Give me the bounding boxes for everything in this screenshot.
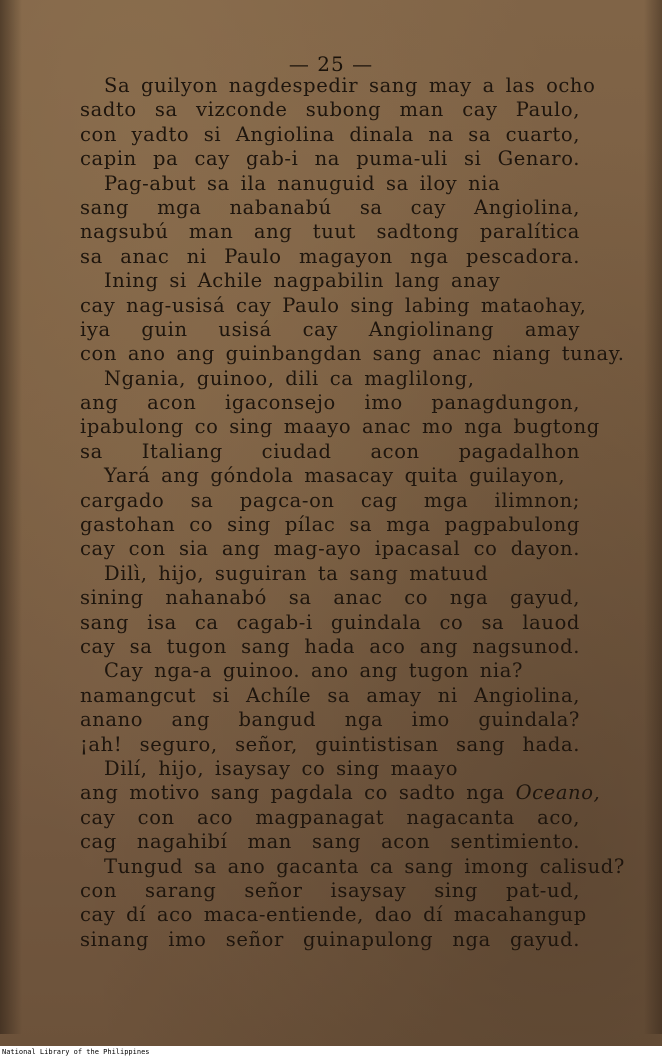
text-line <box>80 659 580 683</box>
text-line-content: ang motivo sang pagdala co sadto nga <box>80 781 516 805</box>
text-line <box>80 879 580 903</box>
text-line-content: Yará ang góndola masacay quita guilayon, <box>104 464 566 488</box>
text-line <box>80 245 580 269</box>
text-line-content: cag nagahibí man sang acon sentimiento. <box>80 830 580 854</box>
text-line-content: gastohan co sing pílac sa mga pagpabulong <box>80 513 580 537</box>
text-line <box>80 440 580 464</box>
text-line <box>80 757 580 781</box>
text-line <box>80 98 580 122</box>
text-line-content: sadto sa vizconde subong man cay Paulo, <box>80 98 580 122</box>
text-line-content: ang acon igaconsejo imo panagdungon, <box>80 391 580 415</box>
text-line-content: capin pa cay gab-i na puma-uli si Genaro. <box>80 147 580 171</box>
text-line-content: Ngania, guinoo, dili ca maglilong, <box>104 366 475 390</box>
text-line-content: sa anac ni Paulo magayon nga pescadora. <box>80 244 580 268</box>
text-line-content: cay dí aco maca-entiende, dao dí macahangup <box>80 903 587 927</box>
text-line <box>80 854 625 879</box>
text-line-content: Pag-abut sa ila nanuguid sa iloy nia <box>104 171 501 195</box>
text-line <box>80 367 580 391</box>
text-line <box>80 489 580 513</box>
text-line-content: sang mga nabanabú sa cay Angiolina, <box>80 195 580 219</box>
text-line <box>80 342 625 366</box>
text-line-content: cargado sa pagca-on cag mga ilimnon; <box>80 488 580 512</box>
text-line <box>80 781 601 805</box>
page-number: — 25 — <box>288 52 374 76</box>
text-line <box>80 830 580 854</box>
text-line-content: sa Italiang ciudad acon pagadalhon <box>80 439 580 463</box>
text-line-content: namangcut si Achíle sa amay ni Angiolina, <box>80 683 580 707</box>
text-line-content: cay nag-usisá cay Paulo sing labing mataohay, <box>80 293 587 317</box>
text-line-content: Sa guilyon nagdespedir sang may a las ocho <box>104 74 596 97</box>
text-line-content: con ano ang guinbangdan sang anac niang tunay. <box>80 342 625 366</box>
italic-word: Oceano, <box>515 781 601 805</box>
text-line <box>80 684 580 708</box>
text-line <box>80 147 580 171</box>
text-line-content: sining nahanabó sa anac co nga gayud, <box>80 586 580 610</box>
footer-bar <box>0 1046 662 1058</box>
text-line-content: iya guin usisá cay Angiolinang amay <box>80 317 580 341</box>
text-line <box>80 74 596 98</box>
text-line <box>80 513 580 537</box>
text-line-content: con sarang señor isaysay sing pat-ud, <box>80 878 580 902</box>
text-line <box>80 733 580 757</box>
poem-text-block <box>80 74 625 952</box>
text-line <box>80 172 580 196</box>
text-line-content: ¡ah! seguro, señor, guintistisan sang hada. <box>80 732 580 756</box>
text-line-content: cay con sia ang mag-ayo ipacasal co dayon. <box>80 537 580 561</box>
text-line-content: Dilí, hijo, isaysay co sing maayo <box>104 756 459 780</box>
text-line <box>80 464 580 488</box>
library-attribution: National Library of the Philippines <box>2 1048 150 1056</box>
text-line-content: anano ang bangud nga imo guindala? <box>80 708 580 732</box>
text-line <box>80 708 580 732</box>
text-line <box>80 123 580 147</box>
text-line-content: sinang imo señor guinapulong nga gayud. <box>80 927 580 951</box>
text-line <box>80 635 580 659</box>
page-right-edge-shadow <box>644 0 662 1034</box>
text-line-content: nagsubú man ang tuut sadtong paralítica <box>80 220 580 244</box>
text-line <box>80 903 587 927</box>
text-line-content: cay con aco magpanagat nagacanta aco, <box>80 805 580 829</box>
text-line <box>80 318 580 342</box>
text-line-content: con yadto si Angiolina dinala na sa cuarto, <box>80 122 580 146</box>
text-line <box>80 537 580 561</box>
page-left-edge-shadow <box>0 0 22 1034</box>
text-line <box>80 928 580 952</box>
text-line <box>80 562 580 586</box>
text-line <box>80 220 580 244</box>
text-line-content: Ining si Achile nagpabilin lang anay <box>104 269 501 293</box>
text-line <box>80 806 580 830</box>
text-line <box>80 391 580 415</box>
text-line-content: Dilì, hijo, suguiran ta sang matuud <box>104 561 489 585</box>
text-line-content: cay sa tugon sang hada aco ang nagsunod. <box>80 634 580 658</box>
text-line <box>80 586 580 610</box>
text-line <box>80 269 580 293</box>
text-line-content: ipabulong co sing maayo anac mo nga bugtong <box>80 415 600 439</box>
text-line <box>80 611 580 635</box>
text-line <box>80 293 587 318</box>
text-line <box>80 196 580 220</box>
text-line-content: Cay nga-a guinoo. ano ang tugon nia? <box>104 659 524 683</box>
text-line-content: sang isa ca cagab-i guindala co sa lauod <box>80 610 580 634</box>
text-line-content: Tungud sa ano gacanta ca sang imong calisud? <box>104 854 625 878</box>
text-line <box>80 415 600 439</box>
